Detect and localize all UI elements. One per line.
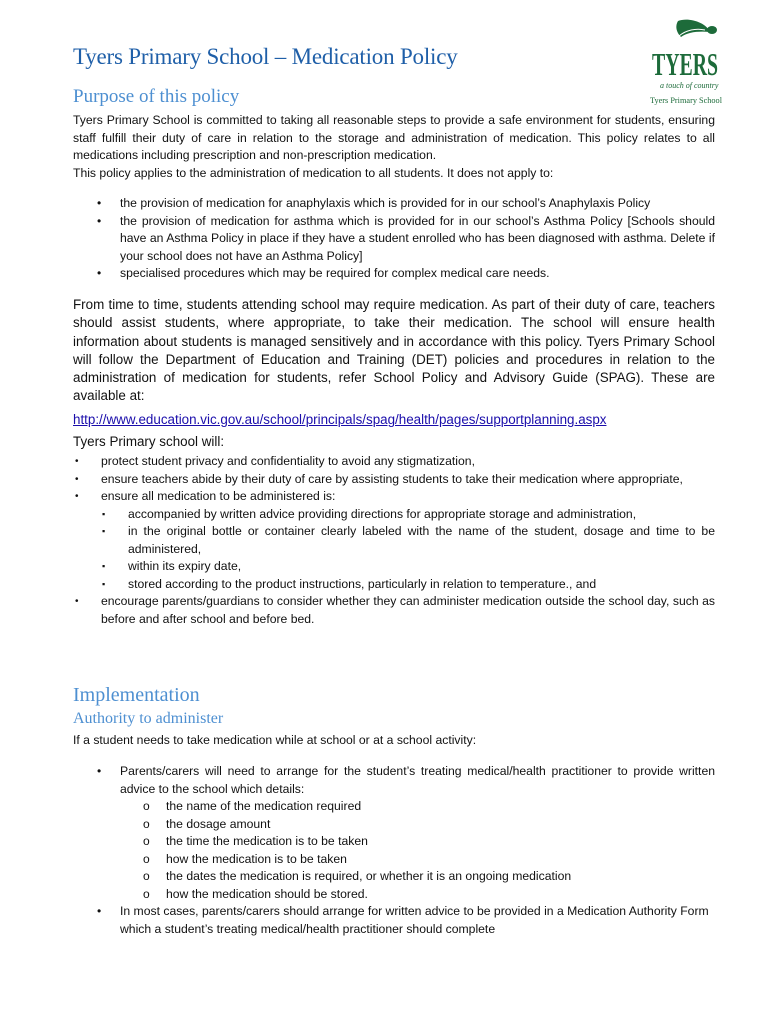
list-item: ▪ in the original bottle or container clearly labeled with the name of the student, dosage and time to be administered, <box>101 523 715 558</box>
list-item: o the name of the medication required <box>120 798 715 816</box>
spag-link[interactable]: http://www.education.vic.gov.au/school/principals/spag/health/pages/supportplanning.aspx <box>73 412 607 427</box>
school-logo <box>648 18 724 106</box>
written-advice-details-list <box>120 798 715 903</box>
list-item: ▪ stored according to the product instructions, particularly in relation to temperature., and <box>101 576 715 594</box>
list-item: o the dosage amount <box>120 816 715 834</box>
applies-paragraph: This policy applies to the administration of medication to all students. It does not apply to: <box>73 166 554 180</box>
medication-requirements-list <box>101 506 715 594</box>
implementation-heading: Implementation <box>73 684 200 706</box>
list-item: • protect student privacy and confidentiality to avoid any stigmatization, <box>73 453 715 471</box>
list-item: o the dates the medication is required, or whether it is an ongoing medication <box>120 868 715 886</box>
page-title: Tyers Primary School – Medication Policy <box>73 44 458 69</box>
logo-school-name: Tyers Primary School <box>650 95 723 105</box>
list-item: • specialised procedures which may be required for complex medical care needs. <box>73 265 715 283</box>
authority-list <box>73 763 715 938</box>
purpose-paragraph: Tyers Primary School is committed to taking all reasonable steps to provide a safe environment for students, ensuring staff fulfill their duty of care in relation to the storage and administration of medication. This policy relates to all medications including prescription and non-prescription medication. <box>73 113 715 162</box>
authority-intro: If a student needs to take medication while at school or at a school activity: <box>73 733 477 747</box>
exclusions-list <box>73 195 715 283</box>
list-item: • In most cases, parents/carers should arrange for written advice to be provided in a Medication Authority Form which a student’s treating medical/health practitioner should complete <box>73 903 715 938</box>
list-item: • the provision of medication for asthma which is provided for in our school’s Asthma Policy [Schools should have an Asthma Policy in place if they have a student enrolled who has been diagnosed with asthma. Delete if your school does not have an Asthma Policy] <box>73 213 715 266</box>
authority-subheading: Authority to administer <box>73 710 224 727</box>
list-item: • ensure all medication to be administered is: ▪ accompanied by written advice providing directions for appropriate storage and administration, ▪ in the original bottle or container clearly labeled with the name of the student, dosage and time to be administered, ▪ within its expiry date, ▪ stored according to the product instructions, particularly in relation to temperature., and <box>73 488 715 593</box>
list-item: ▪ within its expiry date, <box>101 558 715 576</box>
list-item: • Parents/carers will need to arrange for the student’s treating medical/health practitioner to provide written advice to the school which details: o the name of the medication required o the dosage amount o the time the medication is to be taken o how the medication is to be taken o the dates the medication is required, or whether it is an ongoing medication o how the medication should be stored. <box>73 763 715 903</box>
logo-tagline: a touch of country <box>660 81 719 90</box>
list-item: • ensure teachers abide by their duty of care by assisting students to take their medication where appropriate, <box>73 471 715 489</box>
list-item: ▪ accompanied by written advice providing directions for appropriate storage and administration, <box>101 506 715 524</box>
school-will-text: Tyers Primary school will: <box>73 434 225 449</box>
list-item: o the time the medication is to be taken <box>120 833 715 851</box>
list-item: o how the medication should be stored. <box>120 886 715 904</box>
list-item: • encourage parents/guardians to consider whether they can administer medication outside the school day, such as before and after school and before bed. <box>73 593 715 628</box>
list-item: o how the medication is to be taken <box>120 851 715 869</box>
list-item: • the provision of medication for anaphylaxis which is provided for in our school’s Anaphylaxis Policy <box>73 195 715 213</box>
purpose-heading: Purpose of this policy <box>73 86 240 107</box>
school-will-list <box>73 453 715 628</box>
logo-wordmark: TYERS <box>652 46 718 82</box>
duty-of-care-paragraph: From time to time, students attending school may require medication. As part of their duty of care, teachers should assist students, where appropriate, to take their medication. The school will ensure health information about students is managed sensitively and in accordance with this policy. Tyers Primary School will follow the Department of Education and Training (DET) policies and procedures in relation to the administration of medication for students, refer School Policy and Advisory Guide (SPAG). These are available at: <box>73 297 715 404</box>
